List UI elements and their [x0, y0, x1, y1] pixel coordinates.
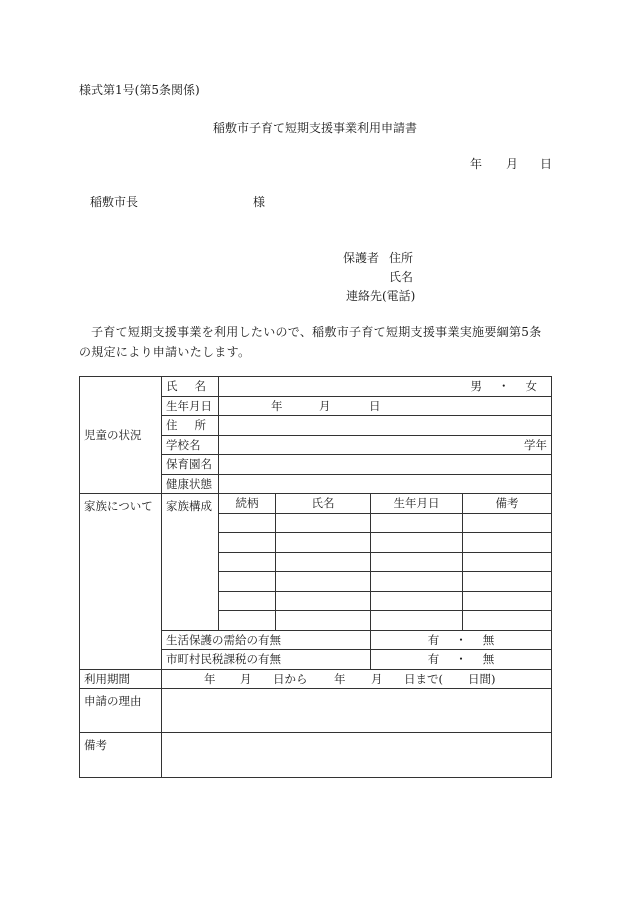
family-relation-cell[interactable]	[219, 572, 276, 592]
family-remarks-cell[interactable]	[463, 552, 552, 572]
child-health-label: 健康状態	[162, 474, 219, 494]
birth-day-unit: 日	[369, 398, 381, 413]
family-relation-cell[interactable]	[219, 513, 276, 533]
date-year-label: 年	[470, 157, 483, 171]
tax-yes[interactable]: 有	[427, 652, 440, 667]
family-composition-label: 家族構成	[162, 494, 219, 631]
child-nursery-label: 保育園名	[162, 455, 219, 475]
family-birth-cell[interactable]	[371, 591, 463, 611]
applicant-contact-label: 連絡先(電話)	[346, 289, 416, 303]
remarks-label: 備考	[80, 733, 162, 778]
period-field[interactable]	[162, 669, 552, 689]
child-health-field[interactable]	[219, 474, 552, 494]
family-remarks-cell[interactable]	[463, 572, 552, 592]
gender-choice[interactable]	[471, 377, 538, 395]
date-day-label: 日	[540, 157, 553, 171]
family-name-cell[interactable]	[276, 513, 371, 533]
welfare-dot: ・	[455, 632, 467, 647]
date-month-label: 月	[506, 157, 519, 171]
family-remarks-cell[interactable]	[463, 513, 552, 533]
family-relation-cell[interactable]	[219, 611, 276, 631]
welfare-no[interactable]: 無	[482, 632, 495, 647]
gender-female[interactable]: 女	[525, 379, 537, 394]
document-title: 稲敷市子育て短期支援事業利用申請書	[212, 121, 417, 135]
family-birth-cell[interactable]	[371, 552, 463, 572]
tax-choice[interactable]	[371, 650, 552, 670]
child-status-category: 児童の状況	[80, 377, 162, 494]
period-row	[80, 669, 552, 689]
reason-field[interactable]	[162, 689, 552, 733]
child-birth-field[interactable]	[219, 396, 552, 416]
welfare-label: 生活保護の需給の有無	[162, 630, 371, 650]
tax-label: 市町村民税課税の有無	[162, 650, 371, 670]
col-birthdate: 生年月日	[371, 494, 463, 514]
tax-dot: ・	[455, 652, 467, 667]
family-category: 家族について	[80, 494, 162, 670]
family-name-cell[interactable]	[276, 552, 371, 572]
applicant-name-label: 氏名	[389, 270, 414, 284]
family-remarks-cell[interactable]	[463, 533, 552, 553]
family-birth-cell[interactable]	[371, 513, 463, 533]
period-month2: 月	[371, 671, 383, 686]
birth-month-unit: 月	[319, 398, 331, 413]
welfare-choice[interactable]	[371, 630, 552, 650]
welfare-yes[interactable]: 有	[427, 632, 440, 647]
col-remarks: 備考	[463, 494, 552, 514]
child-school-label: 学校名	[162, 435, 219, 455]
reason-row	[80, 689, 552, 733]
child-birth-label: 生年月日	[162, 396, 219, 416]
remarks-row	[80, 733, 552, 778]
period-year2: 年	[334, 671, 346, 686]
family-remarks-cell[interactable]	[463, 611, 552, 631]
applicant-address-label: 住所	[389, 251, 414, 265]
period-day-until: 日まで(	[404, 671, 443, 686]
form-number: 様式第1号(第5条関係)	[79, 83, 200, 97]
family-birth-cell[interactable]	[371, 611, 463, 631]
child-name-char2: 名	[194, 379, 206, 394]
child-name-char1: 氏	[166, 379, 178, 394]
period-day-from: 日から	[273, 671, 308, 686]
col-relation: 続柄	[219, 494, 276, 514]
family-birth-cell[interactable]	[371, 572, 463, 592]
birth-year-unit: 年	[271, 398, 283, 413]
period-month1: 月	[240, 671, 252, 686]
child-name-field[interactable]	[219, 377, 552, 397]
family-relation-cell[interactable]	[219, 533, 276, 553]
addressee-honorific: 様	[253, 195, 266, 209]
child-address-char2: 所	[194, 418, 206, 433]
gender-male[interactable]: 男	[470, 379, 482, 394]
child-name-row	[80, 377, 552, 397]
reason-label: 申請の理由	[80, 689, 162, 733]
application-statement: 子育て短期支援事業を利用したいので、稲敷市子育て短期支援事業実施要綱第5条の規定により申請いたします。	[79, 325, 542, 359]
family-name-cell[interactable]	[276, 591, 371, 611]
child-nursery-field[interactable]	[219, 455, 552, 475]
family-name-cell[interactable]	[276, 572, 371, 592]
child-school-field[interactable]	[219, 435, 552, 455]
grade-suffix: 学年	[524, 437, 547, 452]
family-birth-cell[interactable]	[371, 533, 463, 553]
family-header-row	[80, 494, 552, 514]
period-label: 利用期間	[80, 669, 162, 689]
remarks-field[interactable]	[162, 733, 552, 778]
guardian-label: 保護者	[343, 251, 380, 265]
period-year1: 年	[204, 671, 216, 686]
child-address-field[interactable]	[219, 416, 552, 436]
gender-dot: ・	[498, 379, 510, 394]
family-relation-cell[interactable]	[219, 552, 276, 572]
family-relation-cell[interactable]	[219, 591, 276, 611]
col-name: 氏名	[276, 494, 371, 514]
family-remarks-cell[interactable]	[463, 591, 552, 611]
child-address-label	[162, 416, 219, 436]
addressee: 稲敷市長	[90, 195, 139, 209]
family-name-cell[interactable]	[276, 533, 371, 553]
application-form-table	[79, 376, 552, 778]
family-name-cell[interactable]	[276, 611, 371, 631]
tax-no[interactable]: 無	[482, 652, 495, 667]
child-address-char1: 住	[166, 418, 178, 433]
period-days: 日間)	[468, 671, 496, 686]
child-name-label	[162, 377, 219, 397]
